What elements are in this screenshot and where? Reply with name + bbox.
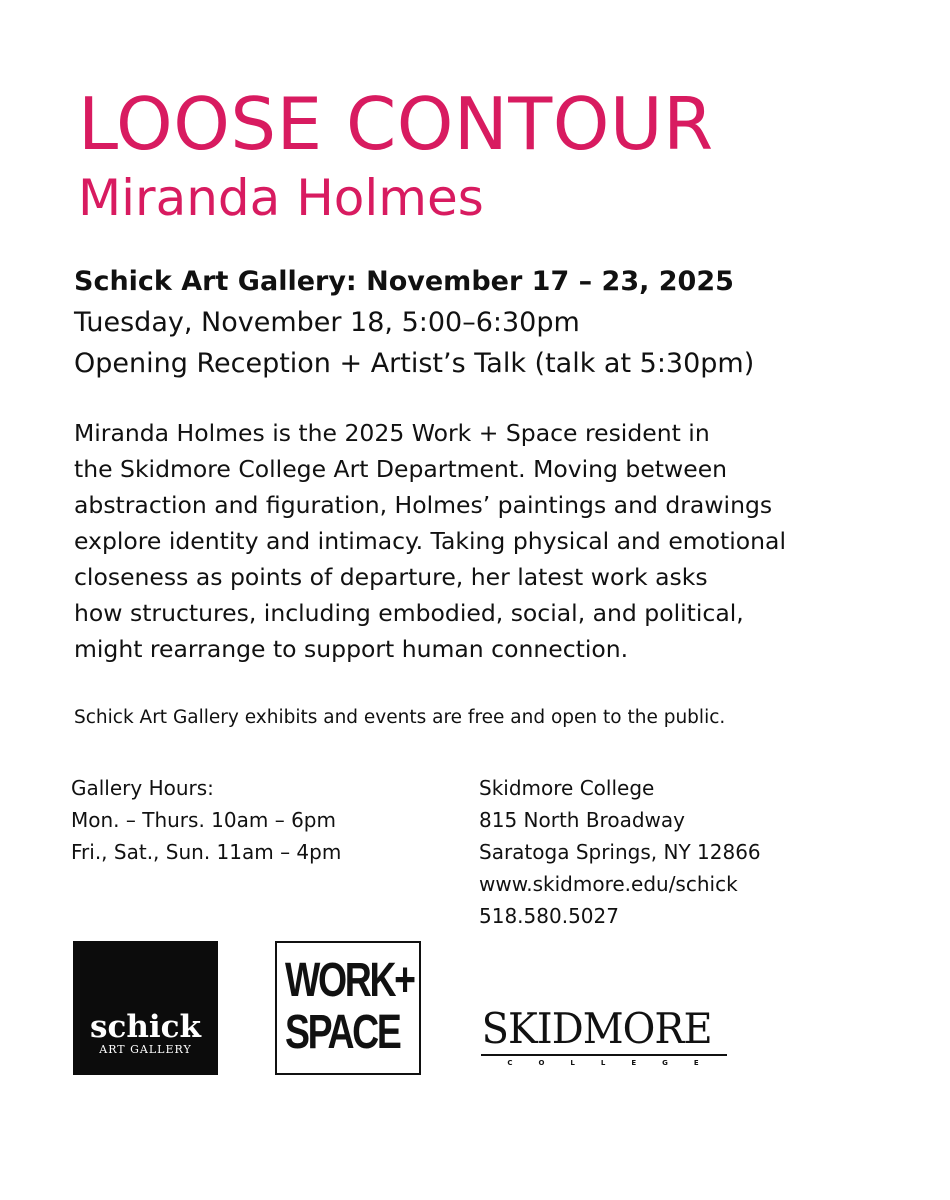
reception-date: Tuesday, November 18, 5:00–6:30pm: [74, 307, 580, 338]
exhibition-title: LOOSE CONTOUR: [78, 82, 714, 166]
skidmore-logo-word: SKIDMORE: [481, 1004, 712, 1053]
description-line: the Skidmore College Art Department. Moving between: [74, 455, 728, 483]
college-name: Skidmore College: [479, 776, 655, 800]
description-line: how structures, including embodied, social, and political,: [74, 599, 744, 627]
hours-weekend: Fri., Sat., Sun. 11am – 4pm: [71, 840, 342, 864]
artist-name: Miranda Holmes: [78, 169, 484, 227]
city-state-zip: Saratoga Springs, NY 12866: [479, 840, 761, 864]
phone-number: 518.580.5027: [479, 904, 619, 928]
description-line: abstraction and figuration, Holmes’ paintings and drawings: [74, 491, 773, 519]
schick-logo-word: schick: [90, 1009, 201, 1045]
schick-logo-subtitle: ART GALLERY: [99, 1043, 192, 1056]
street-address: 815 North Broadway: [479, 808, 685, 832]
exhibition-description: [74, 415, 864, 667]
college-address: [479, 772, 761, 932]
schick-art-gallery-logo: [73, 941, 218, 1075]
work-space-logo: [275, 941, 421, 1075]
hours-weekday: Mon. – Thurs. 10am – 6pm: [71, 808, 336, 832]
hours-label: Gallery Hours:: [71, 776, 214, 800]
skidmore-logo-subtitle: COLLEGE: [507, 1059, 725, 1067]
work-space-logo-line1: WORK+: [285, 954, 414, 1007]
description-line: might rearrange to support human connection.: [74, 635, 629, 663]
work-space-logo-line2: SPACE: [285, 1006, 400, 1059]
reception-description: Opening Reception + Artist’s Talk (talk at 5:30pm): [74, 348, 755, 379]
description-line: Miranda Holmes is the 2025 Work + Space resident in: [74, 419, 710, 447]
gallery-hours: [71, 772, 341, 868]
website-link[interactable]: www.skidmore.edu/schick: [479, 872, 738, 896]
public-access-note: Schick Art Gallery exhibits and events are free and open to the public.: [74, 707, 726, 728]
venue-dates: Schick Art Gallery: November 17 – 23, 2025: [74, 266, 734, 297]
skidmore-logo-rule: [481, 1054, 727, 1056]
description-line: explore identity and intimacy. Taking physical and emotional: [74, 527, 786, 555]
skidmore-college-logo: [477, 1004, 729, 1068]
description-line: closeness as points of departure, her latest work asks: [74, 563, 708, 591]
